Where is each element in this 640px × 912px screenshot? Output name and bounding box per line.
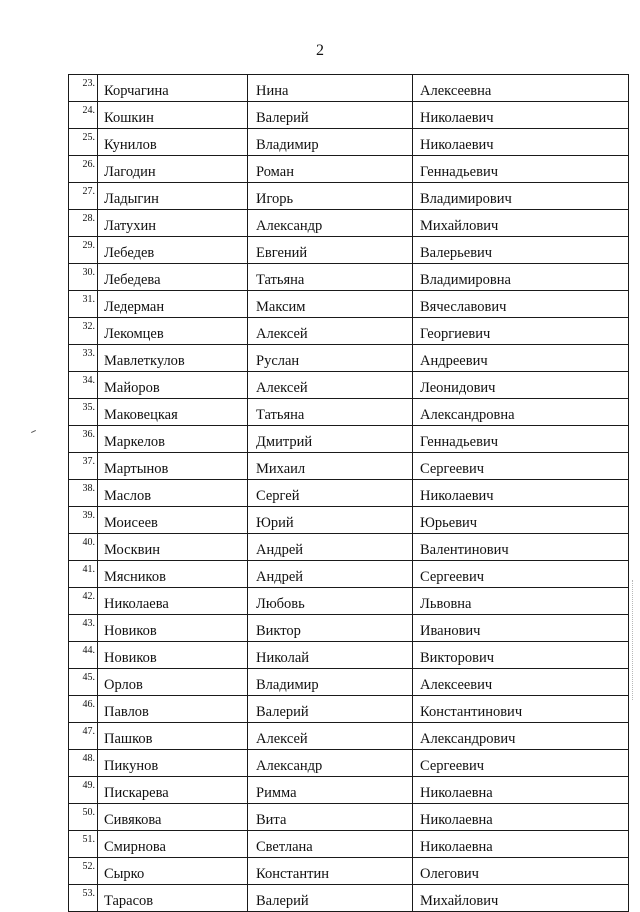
- table-row: [69, 291, 629, 318]
- last-name-cell: Лебедев: [98, 237, 248, 264]
- names-table: [68, 74, 629, 912]
- first-name-cell: Светлана: [248, 831, 413, 858]
- patronymic-cell: Вячеславович: [413, 291, 629, 318]
- patronymic-cell: Алексеевич: [413, 669, 629, 696]
- row-number: 37.: [69, 453, 98, 480]
- row-number: 51.: [69, 831, 98, 858]
- patronymic-cell: Николаевич: [413, 480, 629, 507]
- row-number: 49.: [69, 777, 98, 804]
- table-row: [69, 561, 629, 588]
- row-number: 29.: [69, 237, 98, 264]
- last-name-cell: Пискарева: [98, 777, 248, 804]
- table-row: [69, 129, 629, 156]
- patronymic-cell: Геннадьевич: [413, 426, 629, 453]
- last-name-cell: Мясников: [98, 561, 248, 588]
- last-name-cell: Тарасов: [98, 885, 248, 912]
- first-name-cell: Андрей: [248, 534, 413, 561]
- patronymic-cell: Михайлович: [413, 885, 629, 912]
- patronymic-cell: Алексеевна: [413, 75, 629, 102]
- patronymic-cell: Леонидович: [413, 372, 629, 399]
- table-row: [69, 183, 629, 210]
- first-name-cell: Вита: [248, 804, 413, 831]
- table-row: [69, 345, 629, 372]
- patronymic-cell: Сергеевич: [413, 750, 629, 777]
- patronymic-cell: Андреевич: [413, 345, 629, 372]
- patronymic-cell: Николаевич: [413, 102, 629, 129]
- row-number: 47.: [69, 723, 98, 750]
- row-number: 42.: [69, 588, 98, 615]
- row-number: 45.: [69, 669, 98, 696]
- first-name-cell: Руслан: [248, 345, 413, 372]
- table-row: [69, 156, 629, 183]
- last-name-cell: Ладыгин: [98, 183, 248, 210]
- row-number: 52.: [69, 858, 98, 885]
- table-row: [69, 426, 629, 453]
- patronymic-cell: Владимировна: [413, 264, 629, 291]
- first-name-cell: Алексей: [248, 723, 413, 750]
- last-name-cell: Орлов: [98, 669, 248, 696]
- table-row: [69, 750, 629, 777]
- row-number: 40.: [69, 534, 98, 561]
- patronymic-cell: Николаевна: [413, 777, 629, 804]
- patronymic-cell: Георгиевич: [413, 318, 629, 345]
- table-row: [69, 210, 629, 237]
- first-name-cell: Нина: [248, 75, 413, 102]
- row-number: 43.: [69, 615, 98, 642]
- table-row: [69, 102, 629, 129]
- row-number: 27.: [69, 183, 98, 210]
- scan-speck: [31, 430, 36, 433]
- first-name-cell: Валерий: [248, 885, 413, 912]
- table-row: [69, 480, 629, 507]
- first-name-cell: Игорь: [248, 183, 413, 210]
- table-row: [69, 237, 629, 264]
- patronymic-cell: Владимирович: [413, 183, 629, 210]
- last-name-cell: Лебедева: [98, 264, 248, 291]
- first-name-cell: Сергей: [248, 480, 413, 507]
- last-name-cell: Новиков: [98, 615, 248, 642]
- row-number: 48.: [69, 750, 98, 777]
- row-number: 26.: [69, 156, 98, 183]
- row-number: 50.: [69, 804, 98, 831]
- first-name-cell: Михаил: [248, 453, 413, 480]
- last-name-cell: Николаева: [98, 588, 248, 615]
- first-name-cell: Николай: [248, 642, 413, 669]
- row-number: 46.: [69, 696, 98, 723]
- row-number: 32.: [69, 318, 98, 345]
- patronymic-cell: Викторович: [413, 642, 629, 669]
- last-name-cell: Латухин: [98, 210, 248, 237]
- last-name-cell: Мавлеткулов: [98, 345, 248, 372]
- row-number: 23.: [69, 75, 98, 102]
- last-name-cell: Сырко: [98, 858, 248, 885]
- table-row: [69, 588, 629, 615]
- table-row: [69, 804, 629, 831]
- patronymic-cell: Львовна: [413, 588, 629, 615]
- last-name-cell: Павлов: [98, 696, 248, 723]
- table-row: [69, 507, 629, 534]
- row-number: 31.: [69, 291, 98, 318]
- table-row: [69, 831, 629, 858]
- table-row: [69, 777, 629, 804]
- table-row: [69, 453, 629, 480]
- row-number: 53.: [69, 885, 98, 912]
- first-name-cell: Татьяна: [248, 264, 413, 291]
- first-name-cell: Валерий: [248, 696, 413, 723]
- last-name-cell: Сивякова: [98, 804, 248, 831]
- patronymic-cell: Александрович: [413, 723, 629, 750]
- patronymic-cell: Александровна: [413, 399, 629, 426]
- first-name-cell: Римма: [248, 777, 413, 804]
- first-name-cell: Владимир: [248, 669, 413, 696]
- last-name-cell: Новиков: [98, 642, 248, 669]
- patronymic-cell: Николаевна: [413, 831, 629, 858]
- patronymic-cell: Геннадьевич: [413, 156, 629, 183]
- patronymic-cell: Валерьевич: [413, 237, 629, 264]
- patronymic-cell: Юрьевич: [413, 507, 629, 534]
- last-name-cell: Пашков: [98, 723, 248, 750]
- table-row: [69, 615, 629, 642]
- table-row: [69, 696, 629, 723]
- table-row: [69, 75, 629, 102]
- table-body: [69, 75, 629, 912]
- patronymic-cell: Михайлович: [413, 210, 629, 237]
- last-name-cell: Корчагина: [98, 75, 248, 102]
- first-name-cell: Андрей: [248, 561, 413, 588]
- patronymic-cell: Сергеевич: [413, 561, 629, 588]
- row-number: 33.: [69, 345, 98, 372]
- table-row: [69, 858, 629, 885]
- first-name-cell: Евгений: [248, 237, 413, 264]
- last-name-cell: Маслов: [98, 480, 248, 507]
- table-row: [69, 264, 629, 291]
- page-number: 2: [316, 42, 324, 59]
- row-number: 35.: [69, 399, 98, 426]
- row-number: 41.: [69, 561, 98, 588]
- first-name-cell: Константин: [248, 858, 413, 885]
- scan-edge-dots: [632, 580, 634, 700]
- last-name-cell: Пикунов: [98, 750, 248, 777]
- table-row: [69, 372, 629, 399]
- table-row: [69, 885, 629, 912]
- last-name-cell: Маковецкая: [98, 399, 248, 426]
- last-name-cell: Кунилов: [98, 129, 248, 156]
- patronymic-cell: Николаевич: [413, 129, 629, 156]
- last-name-cell: Моисеев: [98, 507, 248, 534]
- last-name-cell: Москвин: [98, 534, 248, 561]
- row-number: 24.: [69, 102, 98, 129]
- table-row: [69, 669, 629, 696]
- first-name-cell: Владимир: [248, 129, 413, 156]
- last-name-cell: Кошкин: [98, 102, 248, 129]
- table-row: [69, 534, 629, 561]
- first-name-cell: Валерий: [248, 102, 413, 129]
- last-name-cell: Ледерман: [98, 291, 248, 318]
- patronymic-cell: Сергеевич: [413, 453, 629, 480]
- row-number: 39.: [69, 507, 98, 534]
- first-name-cell: Татьяна: [248, 399, 413, 426]
- patronymic-cell: Иванович: [413, 615, 629, 642]
- row-number: 30.: [69, 264, 98, 291]
- first-name-cell: Дмитрий: [248, 426, 413, 453]
- last-name-cell: Майоров: [98, 372, 248, 399]
- last-name-cell: Маркелов: [98, 426, 248, 453]
- patronymic-cell: Валентинович: [413, 534, 629, 561]
- patronymic-cell: Константинович: [413, 696, 629, 723]
- first-name-cell: Максим: [248, 291, 413, 318]
- table-row: [69, 642, 629, 669]
- table-row: [69, 318, 629, 345]
- table-row: [69, 723, 629, 750]
- row-number: 38.: [69, 480, 98, 507]
- first-name-cell: Алексей: [248, 318, 413, 345]
- first-name-cell: Алексей: [248, 372, 413, 399]
- table-row: [69, 399, 629, 426]
- last-name-cell: Смирнова: [98, 831, 248, 858]
- first-name-cell: Александр: [248, 750, 413, 777]
- first-name-cell: Роман: [248, 156, 413, 183]
- row-number: 44.: [69, 642, 98, 669]
- row-number: 25.: [69, 129, 98, 156]
- first-name-cell: Виктор: [248, 615, 413, 642]
- last-name-cell: Мартынов: [98, 453, 248, 480]
- patronymic-cell: Олегович: [413, 858, 629, 885]
- last-name-cell: Лагодин: [98, 156, 248, 183]
- patronymic-cell: Николаевна: [413, 804, 629, 831]
- first-name-cell: Любовь: [248, 588, 413, 615]
- first-name-cell: Юрий: [248, 507, 413, 534]
- row-number: 36.: [69, 426, 98, 453]
- last-name-cell: Лекомцев: [98, 318, 248, 345]
- row-number: 34.: [69, 372, 98, 399]
- row-number: 28.: [69, 210, 98, 237]
- first-name-cell: Александр: [248, 210, 413, 237]
